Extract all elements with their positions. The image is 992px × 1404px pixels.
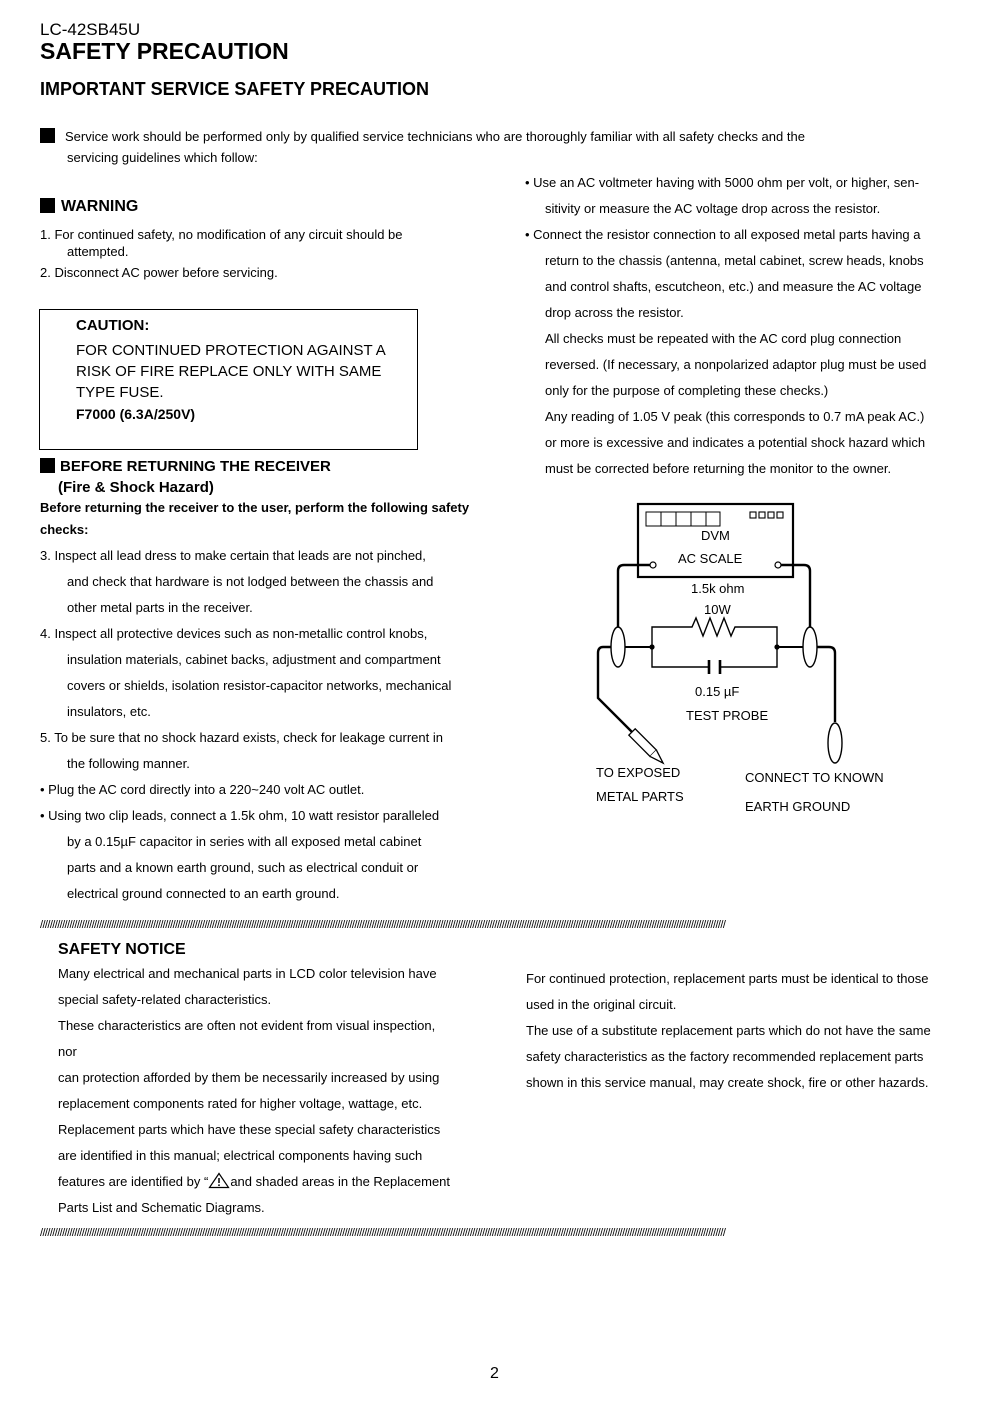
step-line: 3. Inspect all lead dress to make certain that leads are not pinched, <box>40 548 426 563</box>
step-line: parts and a known earth ground, such as electrical conduit or <box>67 860 419 875</box>
test-probe-icon <box>629 729 666 766</box>
notice-line: special safety-related characteristics. <box>58 992 272 1007</box>
earth-ground-label-1: CONNECT TO KNOWN <box>745 770 884 785</box>
resistor-symbol <box>652 618 777 647</box>
notice-line: replacement components rated for higher voltage, wattage, etc. <box>58 1096 423 1111</box>
notice-line: Replacement parts which have these special safety characteristics <box>58 1122 441 1137</box>
separator-line: /////////////////////////////////////////////////////////////////////////////////////////////////////////////////////////////////////////////////////////////////////////////////////////////////////////////////////////////////////////////////////////////////////////////////////// <box>40 1227 726 1239</box>
notice-line: The use of a substitute replacement parts which do not have the same <box>526 1023 931 1038</box>
square-bullet-icon <box>40 458 55 473</box>
step-line: 4. Inspect all protective devices such as non-metallic control knobs, <box>40 626 428 641</box>
notice-line: safety characteristics as the factory recommended replacement parts <box>526 1049 924 1064</box>
exposed-metal-label-2: METAL PARTS <box>596 789 684 804</box>
step-line: insulators, etc. <box>67 704 151 719</box>
square-bullet-icon <box>40 128 55 143</box>
safety-notice-heading: SAFETY NOTICE <box>58 941 186 958</box>
instruction-line: All checks must be repeated with the AC cord plug connection <box>545 331 902 346</box>
instruction-line: return to the chassis (antenna, metal cabinet, screw heads, knobs <box>545 253 924 268</box>
step-line: covers or shields, isolation resistor-capacitor networks, mechanical <box>67 678 452 693</box>
instruction-line: must be corrected before returning the monitor to the owner. <box>545 461 892 476</box>
caution-box <box>39 309 418 450</box>
ac-scale-label: AC SCALE <box>678 551 743 566</box>
test-probe-label: TEST PROBE <box>686 708 769 723</box>
instruction-line: reversed. (If necessary, a nonpolarized adaptor plug must be used <box>545 357 927 372</box>
notice-line: Many electrical and mechanical parts in LCD color television have <box>58 966 437 981</box>
safety-notice-right <box>526 966 956 1096</box>
notice-line: Parts List and Schematic Diagrams. <box>58 1200 265 1215</box>
page-title: SAFETY PRECAUTION <box>40 38 289 64</box>
exposed-metal-label-1: TO EXPOSED <box>596 765 681 780</box>
instruction-line: sitivity or measure the AC voltage drop across the resistor. <box>545 201 881 216</box>
safety-check-steps <box>40 543 470 907</box>
notice-line: are identified in this manual; electrical components having such <box>58 1148 423 1163</box>
earth-ground-label-2: EARTH GROUND <box>745 799 851 814</box>
before-lead-text: Before returning the receiver to the user, perform the following safety checks: <box>40 500 470 537</box>
instruction-line: or more is excessive and indicates a potential shock hazard which <box>545 435 926 450</box>
step-line: • Plug the AC cord directly into a 220~240 volt AC outlet. <box>40 782 365 797</box>
warning-item-1: 1. For continued safety, no modification of any circuit should be <box>40 227 403 242</box>
dvm-terminal-left <box>650 562 656 568</box>
page-number: 2 <box>490 1365 499 1382</box>
instruction-line: • Use an AC voltmeter having with 5000 ohm per volt, or higher, sen- <box>525 175 920 190</box>
safety-notice-left <box>58 961 478 1221</box>
warning-item-2: 2. Disconnect AC power before servicing. <box>40 265 278 280</box>
notice-line: For continued protection, replacement parts must be identical to those <box>526 971 929 986</box>
instruction-line: • Connect the resistor connection to all exposed metal parts having a <box>525 227 921 242</box>
notice-line: nor <box>58 1044 77 1059</box>
notice-line: can protection afforded by them be necessarily increased by using <box>58 1070 440 1085</box>
fuse-rating: F7000 (6.3A/250V) <box>76 406 196 422</box>
resistor-value-label: 1.5k ohm <box>691 581 745 596</box>
model-number: LC-42SB45U <box>40 20 141 39</box>
dvm-label: DVM <box>701 528 730 543</box>
notice-line: These characteristics are often not evident from visual inspection, <box>58 1018 436 1033</box>
caution-body: FOR CONTINUED PROTECTION AGAINST A RISK OF FIRE REPLACE ONLY WITH SAME TYPE FUSE. <box>76 342 385 401</box>
clip-right-icon <box>803 627 817 667</box>
warning-list <box>40 226 440 285</box>
step-line: • Using two clip leads, connect a 1.5k ohm, 10 watt resistor paralleled <box>40 808 440 823</box>
step-line: the following manner. <box>67 756 190 771</box>
instruction-line: and control shafts, escutcheon, etc.) and measure the AC voltage <box>545 279 922 294</box>
notice-line: shown in this service manual, may create shock, fire or other hazards. <box>526 1075 929 1090</box>
dvm-terminal-right <box>775 562 781 568</box>
intro-line-2: servicing guidelines which follow: <box>67 150 258 165</box>
caution-heading: CAUTION: <box>76 317 150 334</box>
notice-line-features: features are identified by “ and shaded areas in the Replacement <box>58 1174 451 1189</box>
leakage-test-diagram <box>590 500 920 820</box>
resistor-watt-label: 10W <box>704 602 731 617</box>
instruction-line: Any reading of 1.05 V peak (this corresponds to 0.7 mA peak AC.) <box>545 409 925 424</box>
warning-heading: WARNING <box>40 198 138 216</box>
step-line: electrical ground connected to an earth ground. <box>67 886 340 901</box>
instruction-line: drop across the resistor. <box>545 305 684 320</box>
section-title: IMPORTANT SERVICE SAFETY PRECAUTION <box>40 79 430 99</box>
capacitor-value-label: 0.15 µF <box>695 684 740 699</box>
separator-line: /////////////////////////////////////////////////////////////////////////////////////////////////////////////////////////////////////////////////////////////////////////////////////////////////////////////////////////////////////////////////////////////////////////////////////// <box>40 919 726 931</box>
instruction-line: only for the purpose of completing these checks.) <box>545 383 829 398</box>
warning-item-1-cont: attempted. <box>67 244 129 259</box>
step-line: other metal parts in the receiver. <box>67 600 253 615</box>
voltmeter-instructions <box>525 170 945 482</box>
step-line: by a 0.15µF capacitor in series with all exposed metal cabinet <box>67 834 422 849</box>
clip-left-icon <box>611 627 625 667</box>
notice-line: used in the original circuit. <box>526 997 677 1012</box>
ground-clip-icon <box>828 723 842 763</box>
intro-paragraph <box>40 126 860 168</box>
warning-triangle-icon <box>208 1172 230 1189</box>
before-returning-heading: BEFORE RETURNING THE RECEIVER (Fire & Shock Hazard) <box>40 456 331 498</box>
step-line: insulation materials, cabinet backs, adjustment and compartment <box>67 652 441 667</box>
step-line: and check that hardware is not lodged between the chassis and <box>67 574 434 589</box>
square-bullet-icon <box>40 198 55 213</box>
intro-line-1: Service work should be performed only by qualified service technicians who are thoroughly familiar with all safety checks and the <box>65 129 805 144</box>
step-line: 5. To be sure that no shock hazard exists, check for leakage current in <box>40 730 443 745</box>
